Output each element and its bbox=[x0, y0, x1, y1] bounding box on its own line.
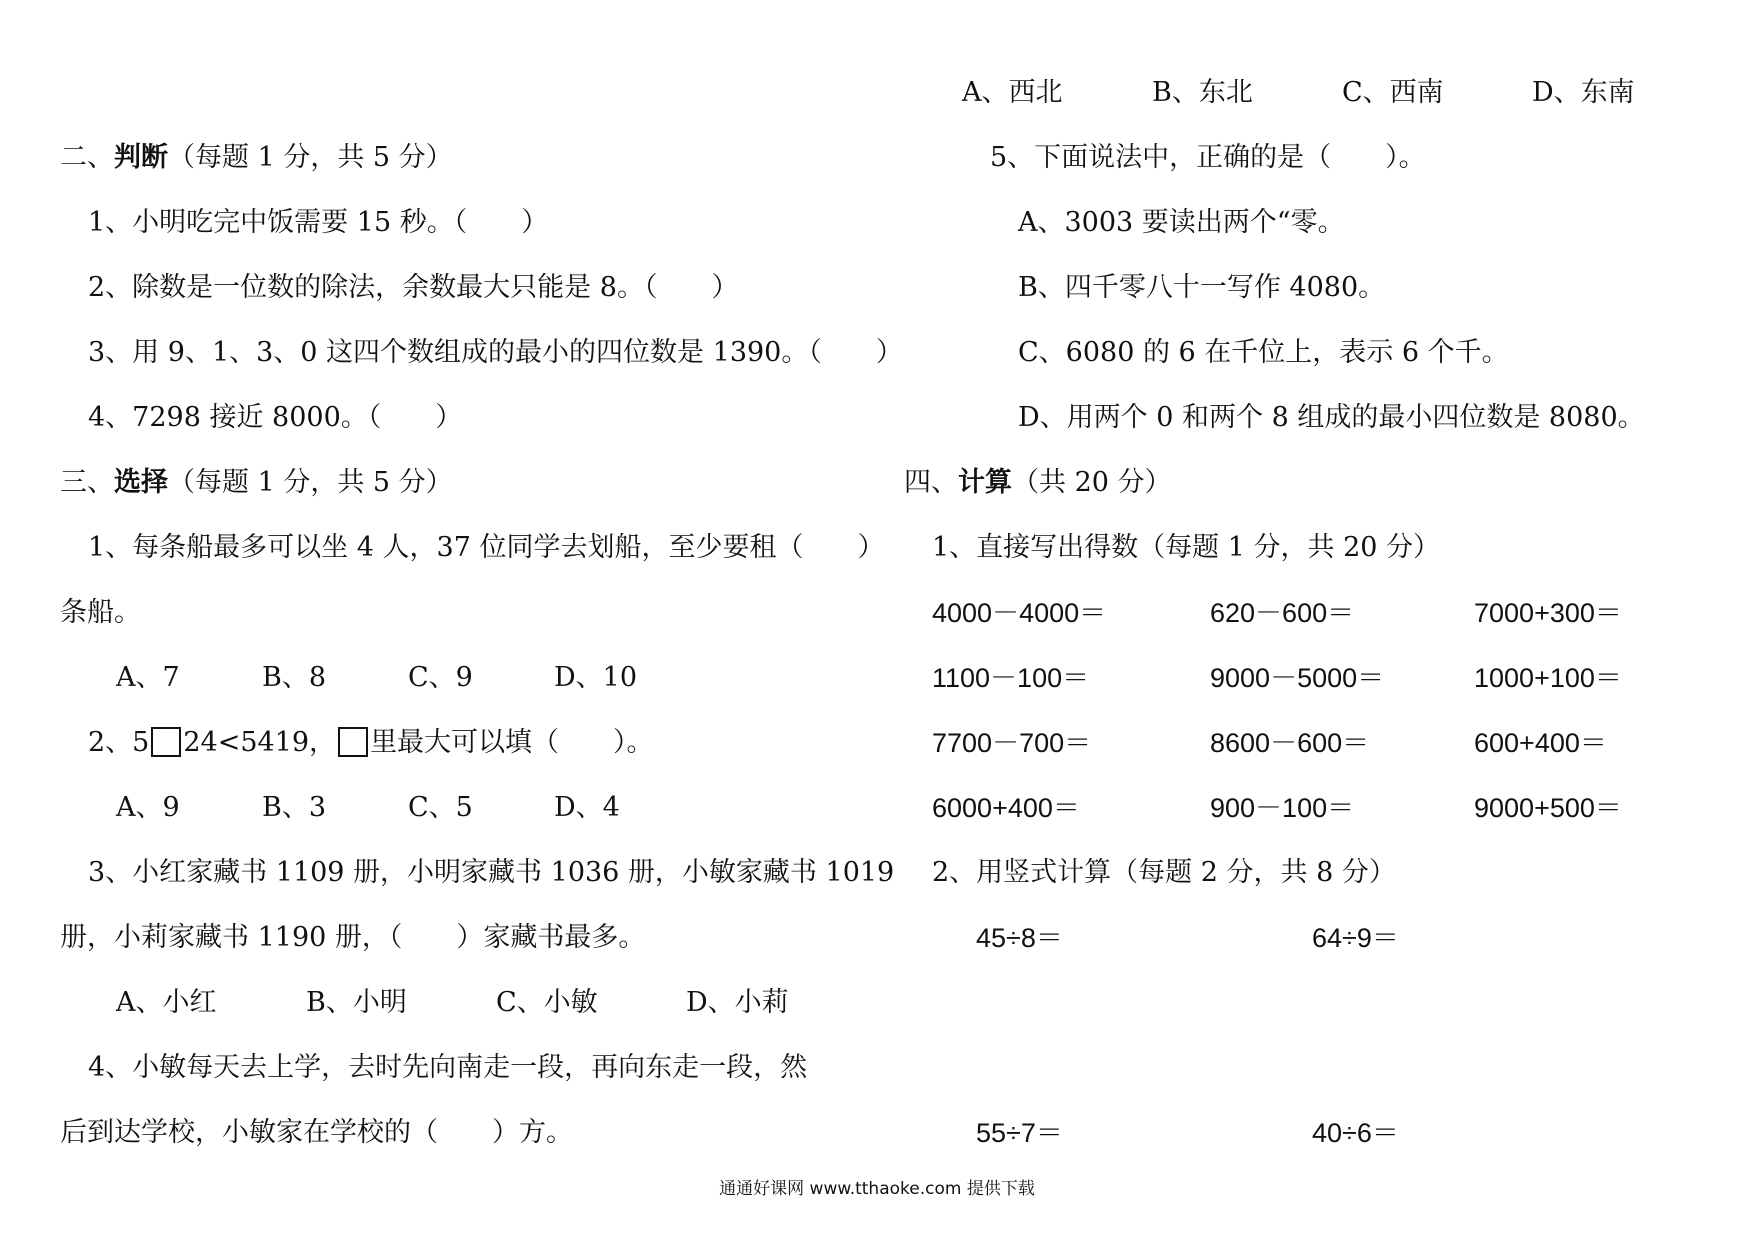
choice-q3-option-d: D、小莉 bbox=[686, 987, 789, 1018]
vertical-calc-item: 45÷8＝ bbox=[976, 923, 1063, 953]
vertical-calc-item: 64÷9＝ bbox=[1312, 923, 1399, 953]
calc-sub1-heading: 1、直接写出得数（每题 1 分，共 20 分） bbox=[932, 532, 1441, 563]
section-2-heading: 二、判断（每题 1 分，共 5 分） bbox=[60, 142, 453, 173]
choice-q1-option-a: A、7 bbox=[116, 662, 180, 693]
choice-q2-option-b: B、3 bbox=[262, 792, 327, 823]
calc-item: 900－100＝ bbox=[1210, 793, 1355, 823]
choice-q5-option-d: D、用两个 0 和两个 8 组成的最小四位数是 8080。 bbox=[1018, 402, 1645, 433]
choice-q3-option-a: A、小红 bbox=[116, 987, 217, 1018]
calc-item: 6000+400＝ bbox=[932, 793, 1080, 823]
choice-q4-option-b: B、东北 bbox=[1152, 77, 1253, 108]
choice-q5-option-a: A、3003 要读出两个“零。 bbox=[1018, 207, 1345, 238]
choice-q4-option-d: D、东南 bbox=[1532, 77, 1635, 108]
section-2-title: 判断 bbox=[114, 142, 168, 173]
choice-q5-option-b: B、四千零八十一写作 4080。 bbox=[1018, 272, 1386, 303]
choice-q1-line1: 1、每条船最多可以坐 4 人，37 位同学去划船，至少要租（ ） bbox=[88, 532, 885, 563]
blank-box bbox=[151, 727, 181, 757]
choice-q1-option-c: C、9 bbox=[408, 662, 473, 693]
calc-item: 4000－4000＝ bbox=[932, 598, 1107, 628]
choice-q4-line1: 4、小敏每天去上学，去时先向南走一段，再向东走一段，然 bbox=[88, 1052, 808, 1083]
section-4-title: 计算 bbox=[958, 467, 1012, 498]
choice-q4-line2: 后到达学校，小敏家在学校的（ ）方。 bbox=[60, 1117, 573, 1148]
choice-q1-option-d: D、10 bbox=[554, 662, 638, 693]
calc-item: 9000－5000＝ bbox=[1210, 663, 1385, 693]
calc-item: 7700－700＝ bbox=[932, 728, 1092, 758]
calc-item: 620－600＝ bbox=[1210, 598, 1355, 628]
choice-q2: 2、5 24<5419， 里最大可以填（ ）。 bbox=[88, 727, 654, 758]
choice-q2-option-c: C、5 bbox=[408, 792, 473, 823]
calc-item: 8600－600＝ bbox=[1210, 728, 1370, 758]
section-4-heading: 四、计算（共 20 分） bbox=[904, 467, 1172, 498]
choice-q1-line2: 条船。 bbox=[60, 597, 141, 628]
calc-item: 7000+300＝ bbox=[1474, 598, 1622, 628]
choice-q1-option-b: B、8 bbox=[262, 662, 327, 693]
section-3-title: 选择 bbox=[114, 467, 168, 498]
choice-q2-option-d: D、4 bbox=[554, 792, 620, 823]
choice-q3-line1: 3、小红家藏书 1109 册，小明家藏书 1036 册，小敏家藏书 1019 bbox=[88, 857, 895, 888]
judge-item-3: 3、用 9、1、3、0 这四个数组成的最小的四位数是 1390。（ ） bbox=[88, 337, 903, 368]
choice-q3-option-b: B、小明 bbox=[306, 987, 407, 1018]
calc-item: 1000+100＝ bbox=[1474, 663, 1622, 693]
calc-sub2-heading: 2、用竖式计算（每题 2 分，共 8 分） bbox=[932, 857, 1396, 888]
section-3-heading: 三、选择（每题 1 分，共 5 分） bbox=[60, 467, 453, 498]
judge-item-4: 4、7298 接近 8000。（ ） bbox=[88, 402, 463, 433]
calc-item: 600+400＝ bbox=[1474, 728, 1607, 758]
choice-q4-option-c: C、西南 bbox=[1342, 77, 1444, 108]
calc-item: 9000+500＝ bbox=[1474, 793, 1622, 823]
choice-q5: 5、下面说法中，正确的是（ ）。 bbox=[990, 142, 1426, 173]
choice-q3-line2: 册，小莉家藏书 1190 册，（ ）家藏书最多。 bbox=[60, 922, 646, 953]
judge-item-1: 1、小明吃完中饭需要 15 秒。（ ） bbox=[88, 207, 549, 238]
choice-q3-option-c: C、小敏 bbox=[496, 987, 598, 1018]
calc-item: 1100－100＝ bbox=[932, 663, 1090, 693]
choice-q5-option-c: C、6080 的 6 在千位上，表示 6 个千。 bbox=[1018, 337, 1509, 368]
vertical-calc-item: 40÷6＝ bbox=[1312, 1118, 1399, 1148]
blank-box bbox=[338, 727, 368, 757]
choice-q2-option-a: A、9 bbox=[116, 792, 180, 823]
choice-q4-option-a: A、西北 bbox=[962, 77, 1063, 108]
judge-item-2: 2、除数是一位数的除法，余数最大只能是 8。（ ） bbox=[88, 272, 739, 303]
footer-credit: 通通好课网 www.tthaoke.com 提供下载 bbox=[719, 1179, 1035, 1199]
vertical-calc-item: 55÷7＝ bbox=[976, 1118, 1063, 1148]
